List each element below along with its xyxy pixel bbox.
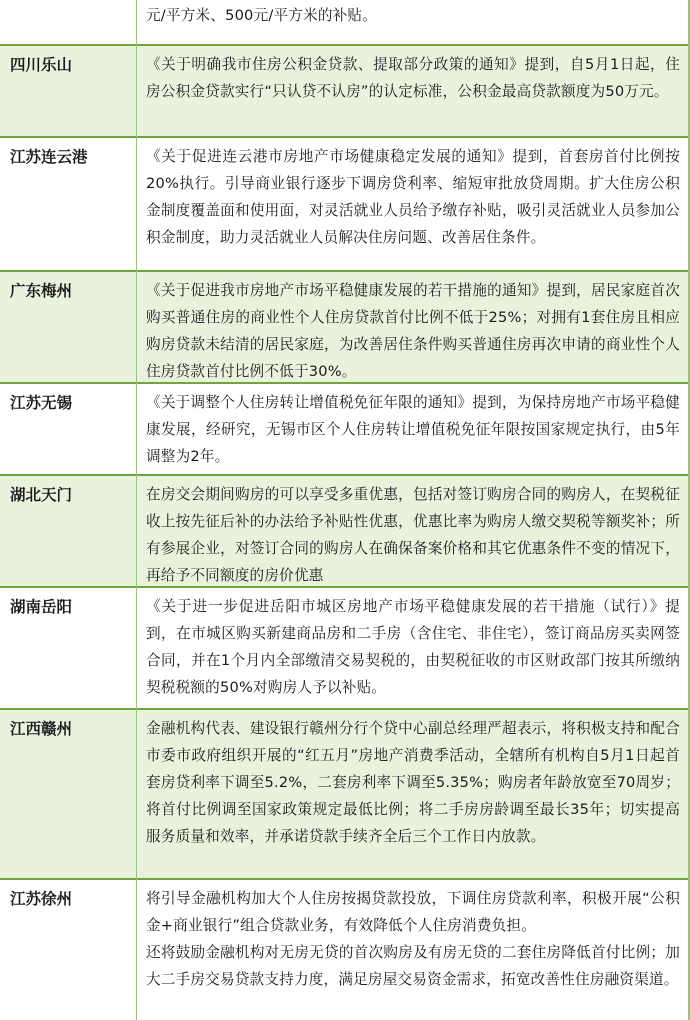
city-cell: 湖北天门 bbox=[10, 486, 73, 504]
table-row bbox=[0, 588, 690, 708]
city-cell: 江苏连云港 bbox=[10, 148, 88, 166]
description-cell bbox=[146, 46, 680, 105]
description-text: 《关于促进我市房地产市场平稳健康发展的若干措施的通知》提到，居民家庭首次购买普通住房的商业性个人住房贷款首付比例不低于25%；对拥有1套住房且相应购房贷款未结清的居民家庭，为改善居住条件购买普通住房再次申请的商业性个人住房贷款首付比例不低于30%。 bbox=[146, 282, 680, 380]
description-text: 将引导金融机构加大个人住房按揭贷款投放，下调住房贷款利率，积极开展“公积金+商业银行”组合贷款业务，有效降低个人住房消费负担。 bbox=[146, 890, 680, 934]
city-cell: 湖南岳阳 bbox=[10, 598, 73, 616]
description-text: 《关于明确我市住房公积金贷款、提取部分政策的通知》提到，自5月1日起，住房公积金贷款实行“只认贷不认房”的认定标准，公积金最高贷款额度为50万元。 bbox=[146, 56, 680, 100]
description-cell bbox=[146, 138, 680, 251]
table-row bbox=[0, 46, 690, 136]
description-text: 《关于调整个人住房转让增值税免征年限的通知》提到，为保持房地产市场平稳健康发展，经研究，无锡市区个人住房转让增值税免征年限按国家规定执行，由5年调整为2年。 bbox=[146, 394, 680, 465]
city-cell: 江西赣州 bbox=[10, 720, 73, 738]
description-text: 《关于促进连云港市房地产市场健康稳定发展的通知》提到，首套房首付比例按20%执行。引导商业银行逐步下调房贷利率、缩短审批放贷周期。扩大住房公积金制度覆盖面和使用面，对灵活就业人员给予缴存补贴，吸引灵活就业人员参加公积金制度，助力灵活就业人员解决住房问题、改善居住条件。 bbox=[146, 148, 680, 246]
description-text: 还将鼓励金融机构对无房无贷的首次购房及有房无贷的二套住房降低首付比例；加大二手房交易贷款支持力度，满足房屋交易资金需求，拓宽改善性住房融资渠道。 bbox=[146, 944, 680, 988]
description-text: 元/平方米、500元/平方米的补贴。 bbox=[146, 7, 378, 24]
table-row bbox=[0, 138, 690, 270]
column-divider bbox=[136, 0, 137, 1020]
city-cell bbox=[0, 0, 132, 44]
description-cell bbox=[146, 588, 680, 701]
description-cell bbox=[146, 880, 680, 993]
description-cell bbox=[146, 272, 680, 385]
table-row bbox=[0, 272, 690, 382]
description-text: 《关于进一步促进岳阳市城区房地产市场平稳健康发展的若干措施（试行）》提到，在市城区购买新建商品房和二手房（含住宅、非住宅），签订商品房买卖网签合同，并在1个月内全部缴清交易契税的，由契税征收的市区财政部门按其所缴纳契税税额的50%对购房人予以补贴。 bbox=[146, 598, 680, 696]
city-cell: 广东梅州 bbox=[10, 282, 73, 300]
table-row bbox=[0, 476, 690, 586]
description-cell bbox=[146, 710, 680, 850]
description-text: 在房交会期间购房的可以享受多重优惠，包括对签订购房合同的购房人，在契税征收上按先征后补的办法给予补贴性优惠，优惠比率为购房人缴交契税等额奖补；所有参展企业，对签订合同的购房人在确保备案价格和其它优惠条件不变的情况下，再给予不同额度的房价优惠 bbox=[146, 486, 680, 584]
description-text: 金融机构代表、建设银行赣州分行个贷中心副总经理严超表示，将积极支持和配合市委市政府组织开展的“红五月”房地产消费季活动，全辖所有机构自5月1日起首套房贷利率下调至5.2%，二套房利率下调至5.35%；购房者年龄放宽至70周岁；将首付比例调至国家政策规定最低比例；将二手房房龄调至最长35年；切实提高服务质量和效率，并承诺贷款手续齐全后三个工作日内放款。 bbox=[146, 720, 680, 845]
table-row bbox=[0, 384, 690, 474]
city-cell: 四川乐山 bbox=[10, 56, 73, 74]
table-row bbox=[0, 880, 690, 1020]
description-cell bbox=[146, 0, 680, 29]
city-cell: 江苏徐州 bbox=[10, 890, 73, 908]
description-cell bbox=[146, 476, 680, 589]
description-cell bbox=[146, 384, 680, 470]
table-row bbox=[0, 0, 690, 44]
table-row bbox=[0, 710, 690, 878]
city-cell: 江苏无锡 bbox=[10, 394, 73, 412]
